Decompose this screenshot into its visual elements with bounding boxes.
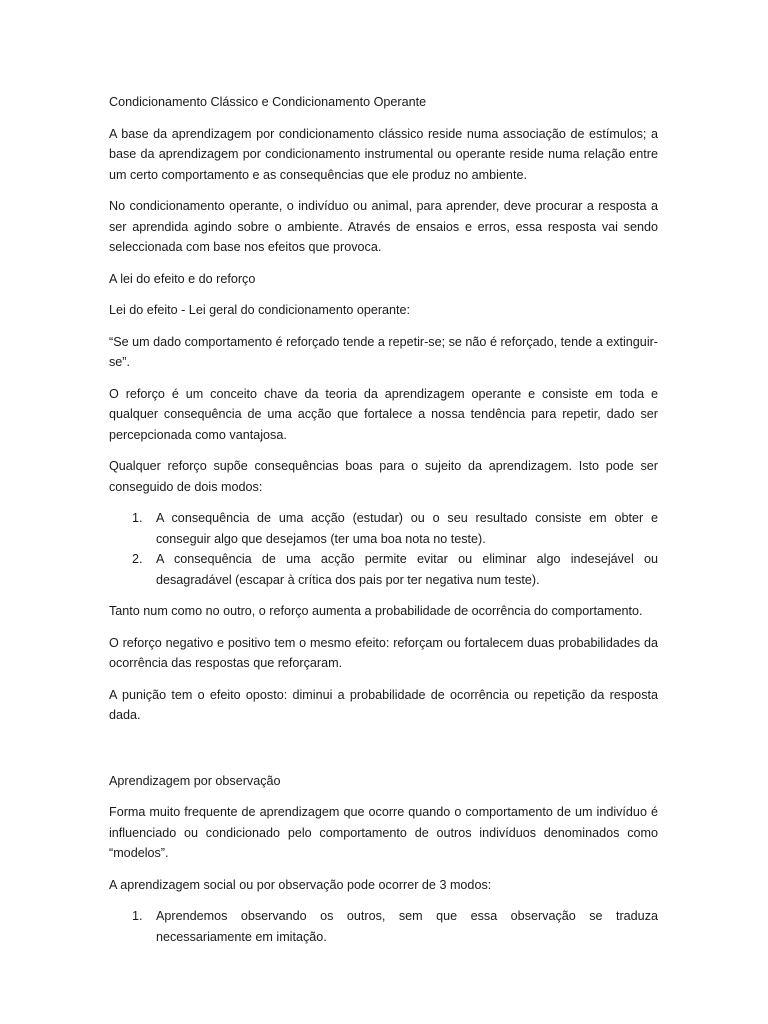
list-item (109, 906, 658, 947)
law-of-effect-quote: “Se um dado comportamento é reforçado tende a repetir-se; se não é reforçado, tende a extinguir-se”. (109, 334, 658, 369)
list-number: 1. (132, 909, 143, 923)
paragraph-reinforcement-modes: Qualquer reforço supõe consequências boas para o sujeito da aprendizagem. Isto pode ser conseguido de dois modos: (109, 459, 658, 494)
section-heading-law-of-effect: A lei do efeito e do reforço (109, 271, 256, 286)
list-number: 1. (132, 511, 143, 525)
paragraph-operant-conditioning: No condicionamento operante, o indivíduo ou animal, para aprender, deve procurar a resposta a ser aprendida agindo sobre o ambiente. Através de ensaios e erros, essa resposta vai sendo seleccionada com base nos efeitos que provoca. (109, 199, 658, 254)
paragraph-social-learning: A aprendizagem social ou por observação pode ocorrer de 3 modos: (109, 877, 492, 892)
list-number: 2. (132, 552, 143, 566)
list-item-text: A consequência de uma acção (estudar) ou o seu resultado consiste em obter e conseguir algo que desejamos (ter uma boa nota no teste). (156, 511, 658, 546)
list-item-text: Aprendemos observando os outros, sem que essa observação se traduza necessariamente em imitação. (156, 909, 658, 944)
reinforcement-modes-list (109, 508, 658, 590)
paragraph-reinforcement: O reforço é um conceito chave da teoria da aprendizagem operante e consiste em toda e qualquer consequência de uma acção que fortalece a nossa tendência para repetir, dado ser percepcionada como vantajosa. (109, 386, 658, 442)
section-heading-observation: Aprendizagem por observação (109, 773, 281, 788)
document-page (109, 92, 658, 958)
paragraph-punishment: A punição tem o efeito oposto: diminui a probabilidade de ocorrência ou repetição da resposta dada. (109, 687, 658, 722)
list-item-text: A consequência de uma acção permite evitar ou eliminar algo indesejável ou desagradável (escapar à crítica dos pais por ter negativa num teste). (156, 552, 658, 587)
law-of-effect-definition: Lei do efeito - Lei geral do condicionamento operante: (109, 303, 411, 317)
paragraph-negative-positive: O reforço negativo e positivo tem o mesmo efeito: reforçam ou fortalecem duas probabilidades da ocorrência das respostas que reforçaram. (109, 635, 658, 670)
list-item (109, 508, 658, 549)
paragraph-observation-definition: Forma muito frequente de aprendizagem que ocorre quando o comportamento de um indivíduo é influenciado ou condicionado pelo comportamento de outros indivíduos denominados como “modelos”. (109, 805, 658, 860)
paragraph-classical-vs-operant: A base da aprendizagem por condicionamento clássico reside numa associação de estímulos; a base da aprendizagem por condicionamento instrumental ou operante reside numa relação entre um certo comportamento e as consequências que ele produz no ambiente. (109, 126, 658, 182)
section-spacer (109, 737, 658, 771)
social-learning-modes-list (109, 906, 658, 947)
list-item (109, 549, 658, 590)
document-title: Condicionamento Clássico e Condicionamento Operante (109, 95, 427, 109)
paragraph-both-cases: Tanto num como no outro, o reforço aumenta a probabilidade de ocorrência do comportamento. (109, 604, 643, 618)
